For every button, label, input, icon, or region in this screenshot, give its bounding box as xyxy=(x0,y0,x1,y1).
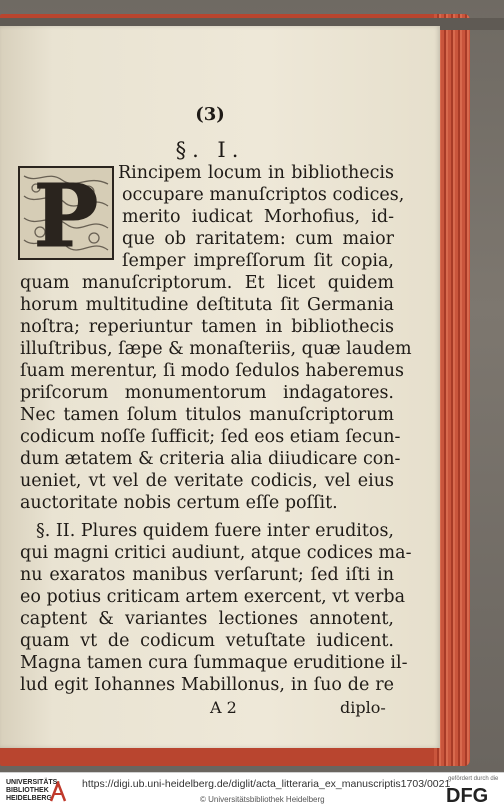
text-line: qui magni critici audiunt, atque codices ma- xyxy=(20,543,412,563)
text-line: lud egit Iohannes Mabillonus, in ſuo de re xyxy=(20,675,394,695)
library-logo-icon xyxy=(48,781,68,803)
catchword: diplo- xyxy=(340,698,386,717)
page-url-link[interactable]: https://digi.ub.uni-heidelberg.de/diglit/acta_litteraria_ex_manuscriptis1703/0021 xyxy=(82,778,451,790)
library-logo-text: UNIVERSITÄTS- BIBLIOTHEK HEIDELBERG xyxy=(6,779,60,802)
text-line: illuſtribus, ſæpe & monaſteriis, quæ laudem xyxy=(20,339,412,359)
text-line: nu exaratos manibus verſarunt; ſed iſti in xyxy=(20,565,394,585)
text-line: eo potius criticam artem exercent, vt verba xyxy=(20,587,406,607)
funding-note: gefördert durch die xyxy=(448,776,499,782)
viewer-footer xyxy=(0,772,504,811)
text-line: ſuam merentur, ſi modo ſedulos haberemus xyxy=(20,361,405,381)
text-line: ueniet, vt vel de veritate codicis, vel eius xyxy=(20,471,394,491)
initial-p-ornament-icon xyxy=(18,166,114,260)
text-line: Magna tamen cura ſummaque eruditione il- xyxy=(20,653,408,673)
book-page xyxy=(0,26,440,748)
text-line: noſtra; reperiuntur tamen in bibliothecis xyxy=(20,317,394,337)
page-number: (3) xyxy=(195,104,225,125)
text-line: dum ætatem & criteria alia diiudicare con- xyxy=(20,449,401,469)
svg-text:P: P xyxy=(33,166,99,260)
text-line: §. II. Plures quidem fuere inter eruditos, xyxy=(36,521,394,541)
text-line: quam vt de codicum vetuſtate iudicent. xyxy=(20,631,394,651)
text-line: Rincipem locum in bibliothecis xyxy=(118,163,394,183)
text-line: horum multitudine deſtituta ſit Germania xyxy=(20,295,394,315)
text-line: occupare manuſcriptos codices, xyxy=(122,185,405,205)
text-line: merito iudicat Morhofius, id- xyxy=(122,207,394,227)
text-line: quam manuſcriptorum. Et licet quidem xyxy=(20,273,394,293)
text-line: Nec tamen ſolum titulos manuſcriptorum xyxy=(20,405,394,425)
decorated-initial xyxy=(18,166,114,260)
dfg-logo: DFG xyxy=(446,785,489,807)
section-heading: §. I. xyxy=(175,138,245,162)
signature-mark: A 2 xyxy=(210,698,237,717)
text-line: captent & variantes lectiones annotent, xyxy=(20,609,394,629)
text-line: que ob raritatem: cum maior xyxy=(122,229,394,249)
text-line: auctoritate nobis certum eſſe poſſit. xyxy=(20,493,338,513)
text-line: codicum noſſe ſufficit; ſed eos etiam ſecun- xyxy=(20,427,401,447)
text-line: priſcorum monumentorum indagatores. xyxy=(20,383,394,403)
text-line: ſemper impreſſorum ſit copia, xyxy=(122,251,394,271)
copyright-notice: © Universitätsbibliothek Heidelberg xyxy=(200,795,325,804)
